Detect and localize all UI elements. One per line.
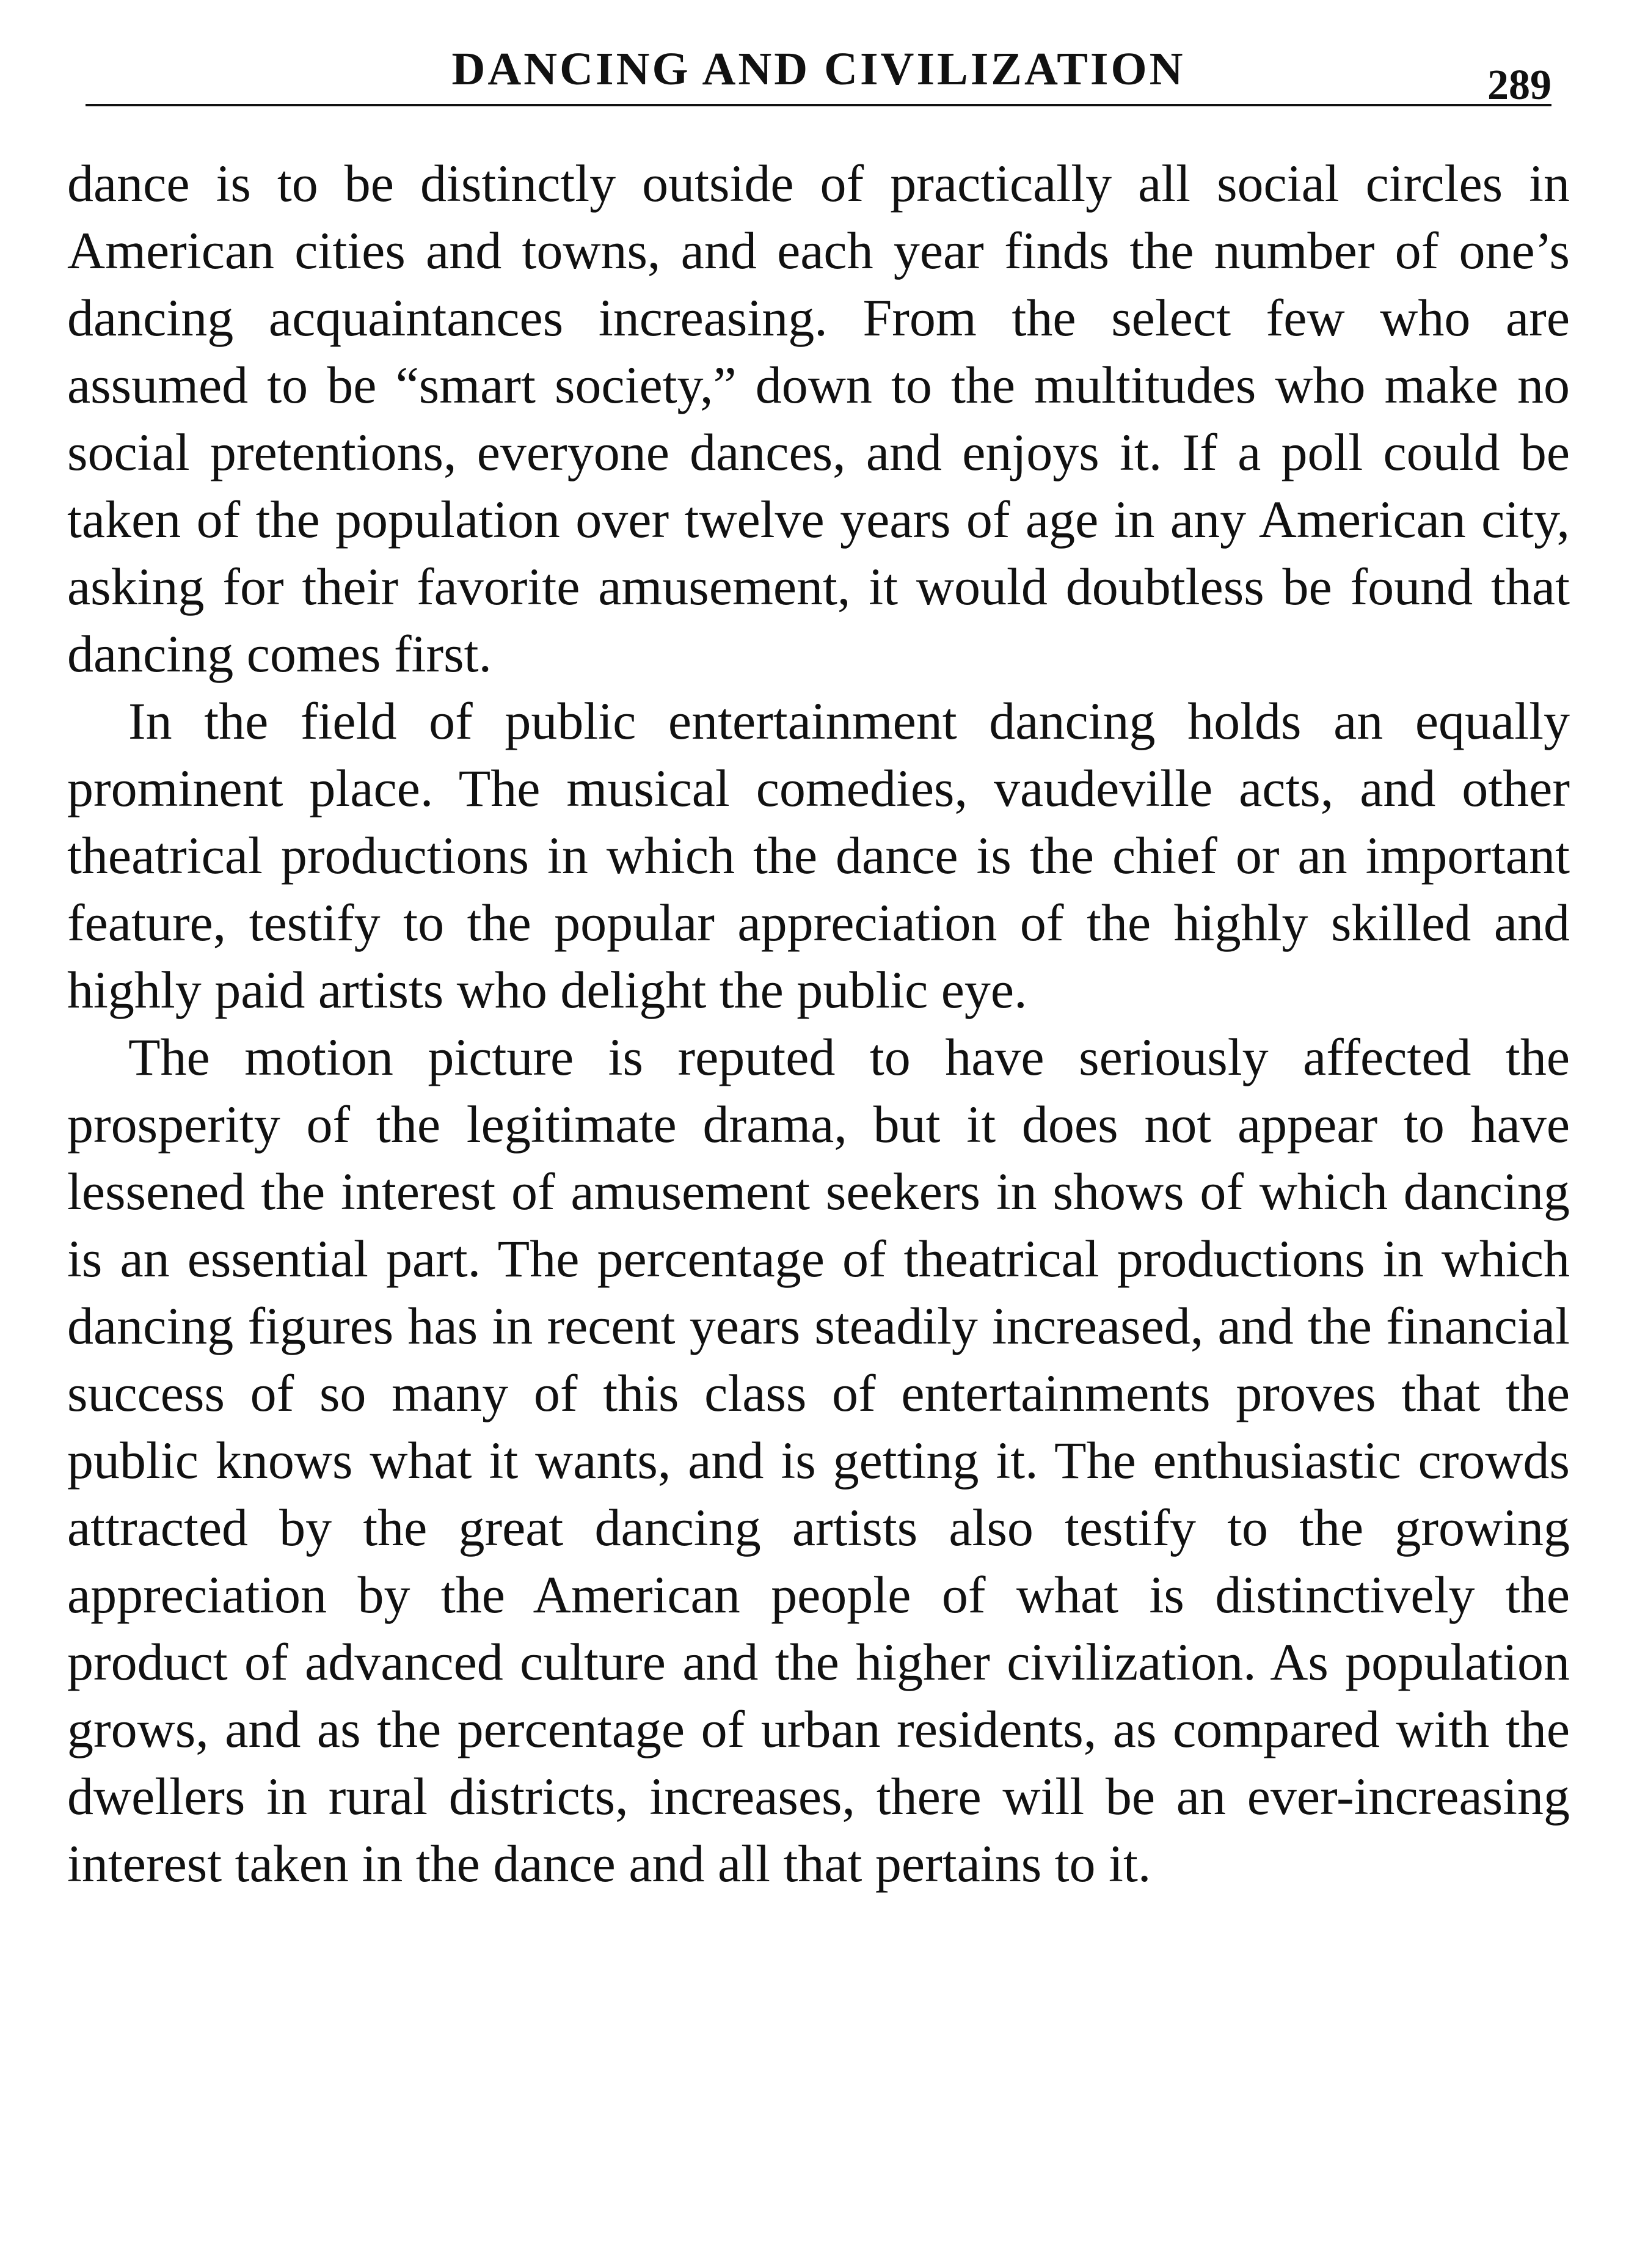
paragraph-motion-picture: The motion picture is reputed to have seriously affected the prosperity of the legitimate drama, but it does not appear to have lessened the interest of amusement seekers in shows of which dancing is an essential part. The percentage of theatrical productions in which dancing figures has in recent years steadily increased, and the financial success of so many of this class of entertainments proves that the public knows what it wants, and is getting it. The enthusiastic crowds attracted by the great dancing artists also testify to the growing appreciation by the American people of what is distinctively the product of advanced culture and the higher civilization. As population grows, and as the percentage of urban residents, as compared with the dwellers in rural districts, increases, there will be an ever-increasing interest taken in the dance and all that pertains to it. — [67, 1028, 1570, 1893]
running-title: DANCING AND CIVILIZATION — [451, 43, 1186, 95]
page-number: 289 — [1487, 62, 1551, 109]
paragraph-public-entertainment: In the field of public entertainment dancing holds an equally prominent place. The musical comedies, vaudeville acts, and other theatrical productions in which the dance is the chief or an important feature, testify to the popular appreciation of the highly skilled and highly paid artists who delight the public eye. — [67, 692, 1570, 1019]
body-text — [67, 150, 1570, 1897]
running-head — [86, 37, 1551, 109]
paragraph-continuation: dance is to be distinctly outside of practically all social circles in American cities and towns, and each year finds the number of one’s dancing acquaintances increasing. From the select few who are assumed to be “smart society,” down to the multitudes who make no social pretentions, everyone dances, and enjoys it. If a poll could be taken of the population over twelve years of age in any American city, asking for their favorite amusement, it would doubtless be found that dancing comes first. — [67, 154, 1570, 683]
